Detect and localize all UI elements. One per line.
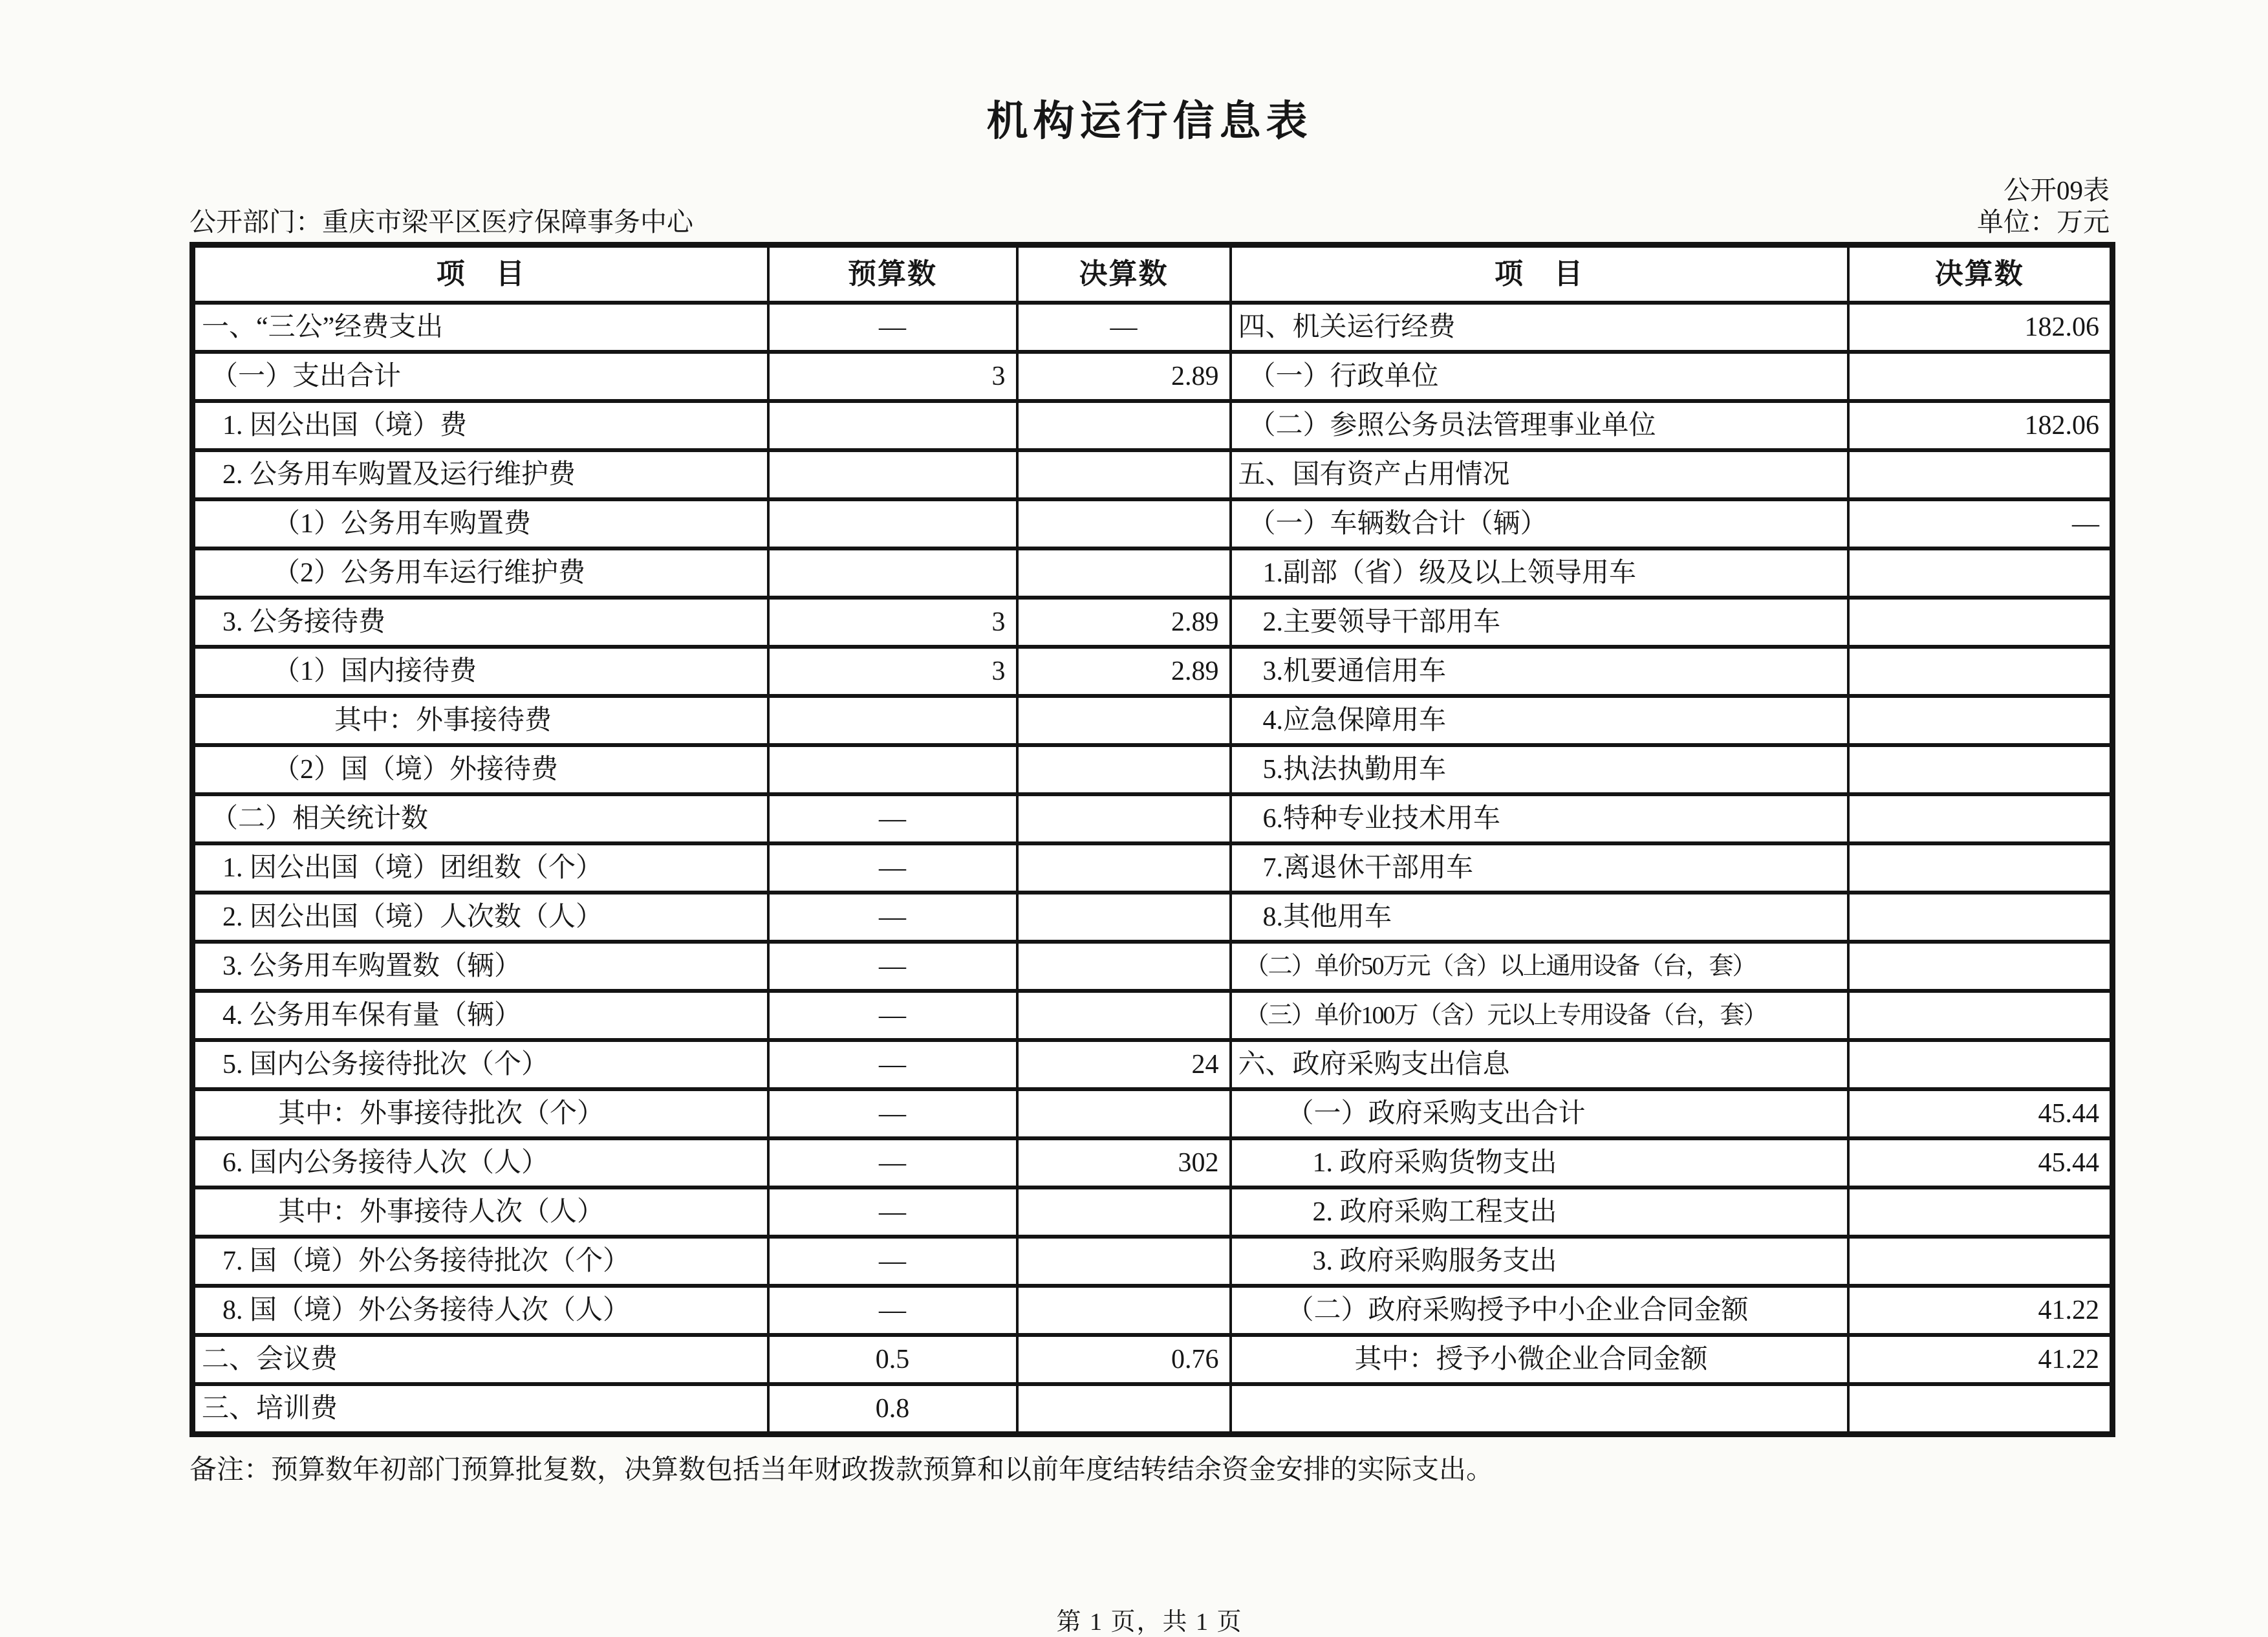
value-cell xyxy=(1017,794,1231,843)
item-label-cell: 其中：外事接待费 xyxy=(193,696,768,745)
value-cell xyxy=(1017,893,1231,942)
value-cell xyxy=(1848,991,2113,1040)
value-cell: 3 xyxy=(768,352,1017,401)
item-label-cell: 其中：外事接待批次（个） xyxy=(193,1089,768,1138)
value-cell: — xyxy=(768,303,1017,352)
page-footer: 第 1 页，共 1 页 xyxy=(1056,1609,1243,1636)
item-label-cell: （一）支出合计 xyxy=(193,352,768,401)
item-label-cell: 2. 因公出国（境）人次数（人） xyxy=(193,893,768,942)
table-row xyxy=(193,745,2113,794)
value-cell: 0.76 xyxy=(1017,1335,1231,1384)
value-cell: — xyxy=(768,1237,1017,1286)
value-cell xyxy=(768,548,1017,598)
table-row xyxy=(193,794,2113,843)
value-cell: — xyxy=(768,1138,1017,1187)
item-label-cell: （二）参照公务员法管理事业单位 xyxy=(1231,401,1848,450)
item-label-cell: 2. 公务用车购置及运行维护费 xyxy=(193,450,768,499)
table-row xyxy=(193,548,2113,598)
value-cell xyxy=(1848,352,2113,401)
value-cell: — xyxy=(768,942,1017,991)
value-cell xyxy=(1017,1286,1231,1335)
page-title: 机构运行信息表 xyxy=(986,98,1313,146)
value-cell: 0.5 xyxy=(768,1335,1017,1384)
value-cell: 3 xyxy=(768,598,1017,647)
value-cell xyxy=(1017,991,1231,1040)
table-row xyxy=(193,1286,2113,1335)
value-cell xyxy=(1848,1040,2113,1089)
value-cell xyxy=(768,401,1017,450)
table-row xyxy=(193,696,2113,745)
item-label-cell: 3.机要通信用车 xyxy=(1231,647,1848,696)
table-row xyxy=(193,893,2113,942)
item-label-cell: 7. 国（境）外公务接待批次（个） xyxy=(193,1237,768,1286)
column-header: 决算数 xyxy=(1848,245,2113,303)
table-row xyxy=(193,843,2113,893)
item-label-cell: 6.特种专业技术用车 xyxy=(1231,794,1848,843)
value-cell xyxy=(1017,1237,1231,1286)
value-cell: 0.8 xyxy=(768,1384,1017,1435)
item-label-cell: 4.应急保障用车 xyxy=(1231,696,1848,745)
footnote: 备注：预算数年初部门预算批复数，决算数包括当年财政拨款预算和以前年度结转结余资金安排的实际支出。 xyxy=(189,1455,1494,1485)
value-cell: — xyxy=(768,843,1017,893)
value-cell: — xyxy=(768,1187,1017,1237)
value-cell: — xyxy=(768,1089,1017,1138)
value-cell: — xyxy=(1848,499,2113,548)
item-label-cell: （一）行政单位 xyxy=(1231,352,1848,401)
form-code-label: 公开09表 xyxy=(2003,175,2110,205)
item-label-cell: （2）国（境）外接待费 xyxy=(193,745,768,794)
value-cell xyxy=(1848,794,2113,843)
value-cell xyxy=(1017,1187,1231,1237)
table-row xyxy=(193,647,2113,696)
value-cell: — xyxy=(768,1040,1017,1089)
item-label-cell: 1. 因公出国（境）团组数（个） xyxy=(193,843,768,893)
value-cell: 302 xyxy=(1017,1138,1231,1187)
item-label-cell: （1）国内接待费 xyxy=(193,647,768,696)
value-cell xyxy=(1848,843,2113,893)
value-cell xyxy=(1017,401,1231,450)
table-row xyxy=(193,401,2113,450)
table-row xyxy=(193,1040,2113,1089)
value-cell xyxy=(1848,1237,2113,1286)
value-cell xyxy=(768,450,1017,499)
value-cell: — xyxy=(768,794,1017,843)
value-cell: 24 xyxy=(1017,1040,1231,1089)
item-label-cell: （一）政府采购支出合计 xyxy=(1231,1089,1848,1138)
item-label-cell: 1.副部（省）级及以上领导用车 xyxy=(1231,548,1848,598)
value-cell xyxy=(1017,942,1231,991)
value-cell: 41.22 xyxy=(1848,1286,2113,1335)
value-cell xyxy=(1848,1187,2113,1237)
value-cell xyxy=(768,696,1017,745)
value-cell xyxy=(1848,548,2113,598)
value-cell: 45.44 xyxy=(1848,1089,2113,1138)
table-row xyxy=(193,450,2113,499)
table-row xyxy=(193,352,2113,401)
value-cell xyxy=(1017,696,1231,745)
table-row xyxy=(193,1335,2113,1384)
item-label-cell: 7.离退休干部用车 xyxy=(1231,843,1848,893)
column-header: 项 目 xyxy=(1231,245,1848,303)
item-label-cell: 四、机关运行经费 xyxy=(1231,303,1848,352)
value-cell xyxy=(1017,548,1231,598)
item-label-cell: （二）政府采购授予中小企业合同金额 xyxy=(1231,1286,1848,1335)
item-label-cell: 一、“三公”经费支出 xyxy=(193,303,768,352)
item-label-cell: 8. 国（境）外公务接待人次（人） xyxy=(193,1286,768,1335)
item-label-cell: 1. 政府采购货物支出 xyxy=(1231,1138,1848,1187)
column-header: 决算数 xyxy=(1017,245,1231,303)
value-cell: 182.06 xyxy=(1848,401,2113,450)
item-label-cell: 3. 政府采购服务支出 xyxy=(1231,1237,1848,1286)
value-cell xyxy=(1017,450,1231,499)
table-row xyxy=(193,942,2113,991)
value-cell xyxy=(1017,745,1231,794)
value-cell xyxy=(1848,696,2113,745)
table-row xyxy=(193,1384,2113,1435)
value-cell: 2.89 xyxy=(1017,647,1231,696)
value-cell: — xyxy=(768,893,1017,942)
value-cell xyxy=(1848,598,2113,647)
value-cell: 2.89 xyxy=(1017,352,1231,401)
item-label-cell: （1）公务用车购置费 xyxy=(193,499,768,548)
item-label-cell: （三）单价100万（含）元以上专用设备（台，套） xyxy=(1231,991,1848,1040)
item-label-cell: （2）公务用车运行维护费 xyxy=(193,548,768,598)
value-cell: 3 xyxy=(768,647,1017,696)
value-cell xyxy=(1848,1384,2113,1435)
value-cell: 2.89 xyxy=(1017,598,1231,647)
value-cell: — xyxy=(768,1286,1017,1335)
value-cell xyxy=(768,499,1017,548)
item-label-cell: 2. 政府采购工程支出 xyxy=(1231,1187,1848,1237)
item-label-cell: 3. 公务用车购置数（辆） xyxy=(193,942,768,991)
item-label-cell: 六、政府采购支出信息 xyxy=(1231,1040,1848,1089)
table-body xyxy=(193,303,2113,1435)
item-label-cell: （二）单价50万元（含）以上通用设备（台，套） xyxy=(1231,942,1848,991)
institution-operation-table xyxy=(189,242,2115,1437)
value-cell xyxy=(1848,893,2113,942)
value-cell: 45.44 xyxy=(1848,1138,2113,1187)
table-row xyxy=(193,991,2113,1040)
value-cell xyxy=(1017,843,1231,893)
item-label-cell: 3. 公务接待费 xyxy=(193,598,768,647)
meta-line xyxy=(189,207,2110,237)
item-label-cell: 4. 公务用车保有量（辆） xyxy=(193,991,768,1040)
table-row xyxy=(193,303,2113,352)
item-label-cell: 1. 因公出国（境）费 xyxy=(193,401,768,450)
value-cell xyxy=(1017,499,1231,548)
item-label-cell: 其中：外事接待人次（人） xyxy=(193,1187,768,1237)
item-label-cell: 二、会议费 xyxy=(193,1335,768,1384)
item-label-cell xyxy=(1231,1384,1848,1435)
value-cell: 41.22 xyxy=(1848,1335,2113,1384)
table-row xyxy=(193,1187,2113,1237)
value-cell: — xyxy=(768,991,1017,1040)
unit-label: 单位：万元 xyxy=(1977,207,2110,237)
item-label-cell: 2.主要领导干部用车 xyxy=(1231,598,1848,647)
table-row xyxy=(193,499,2113,548)
item-label-cell: （一）车辆数合计（辆） xyxy=(1231,499,1848,548)
value-cell xyxy=(1848,942,2113,991)
table-row xyxy=(193,1138,2113,1187)
table-row xyxy=(193,1089,2113,1138)
value-cell xyxy=(1017,1384,1231,1435)
value-cell xyxy=(1848,647,2113,696)
value-cell: — xyxy=(1017,303,1231,352)
item-label-cell: 5. 国内公务接待批次（个） xyxy=(193,1040,768,1089)
table-row xyxy=(193,598,2113,647)
table-row xyxy=(193,1237,2113,1286)
column-header: 项 目 xyxy=(193,245,768,303)
item-label-cell: 8.其他用车 xyxy=(1231,893,1848,942)
item-label-cell: （二）相关统计数 xyxy=(193,794,768,843)
department-label: 公开部门：重庆市梁平区医疗保障事务中心 xyxy=(189,207,693,237)
value-cell xyxy=(1848,745,2113,794)
value-cell xyxy=(1017,1089,1231,1138)
column-header: 预算数 xyxy=(768,245,1017,303)
value-cell xyxy=(1848,450,2113,499)
table-header-row xyxy=(193,245,2113,303)
value-cell: 182.06 xyxy=(1848,303,2113,352)
value-cell xyxy=(768,745,1017,794)
item-label-cell: 五、国有资产占用情况 xyxy=(1231,450,1848,499)
item-label-cell: 其中：授予小微企业合同金额 xyxy=(1231,1335,1848,1384)
item-label-cell: 5.执法执勤用车 xyxy=(1231,745,1848,794)
item-label-cell: 6. 国内公务接待人次（人） xyxy=(193,1138,768,1187)
item-label-cell: 三、培训费 xyxy=(193,1384,768,1435)
